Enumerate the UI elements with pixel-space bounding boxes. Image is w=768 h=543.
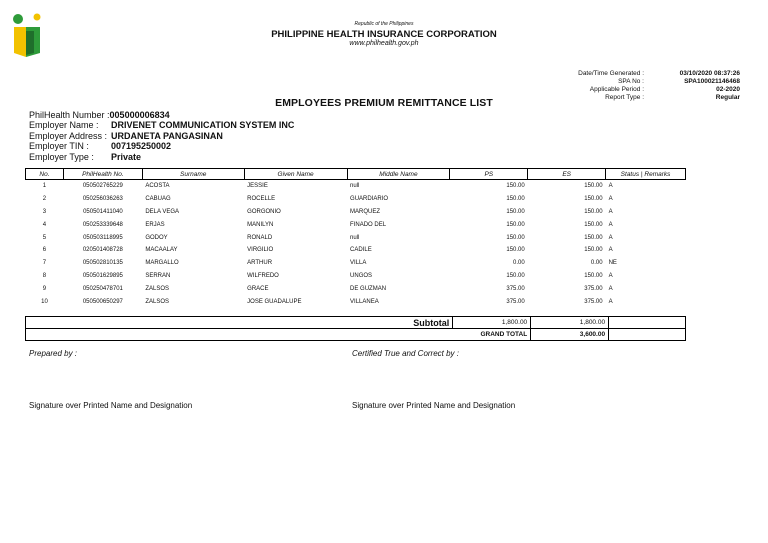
cell-es: 150.00	[584, 272, 603, 279]
employer-address-row	[29, 131, 294, 141]
cell-ps: 0.00	[513, 260, 525, 267]
cell-middle-name: MARQUEZ	[350, 208, 381, 215]
col-header-surname: Surname	[142, 169, 244, 180]
employer-type-value: Private	[111, 151, 142, 162]
col-header-es: ES	[528, 169, 606, 180]
meta-label-date: Date/Time Generated :	[578, 70, 644, 77]
table-row	[26, 180, 686, 193]
cell-surname: ZALSOS	[145, 298, 170, 305]
subtotal-label: Subtotal	[26, 317, 453, 329]
cell-ps: 375.00	[506, 285, 525, 292]
employer-address-label: Employer Address :	[29, 130, 108, 141]
cell-given-name: ROCELLE	[247, 196, 276, 203]
cell-es: 150.00	[584, 234, 603, 241]
cell-middle-name: FINADO DEL	[350, 221, 387, 228]
cell-surname: MARGALLO	[145, 260, 179, 267]
grand-total-label: GRAND TOTAL	[26, 329, 531, 341]
col-header-philhealth: PhilHealth No.	[63, 169, 142, 180]
cell-middle-name: DE GUZMAN	[350, 285, 387, 292]
table-row	[26, 257, 686, 270]
cell-no: 1	[42, 183, 47, 190]
cell-surname: DELA VEGA	[145, 208, 180, 215]
cell-ps: 150.00	[506, 247, 525, 254]
col-header-no: No.	[26, 169, 64, 180]
cell-philhealth: 050501411040	[83, 208, 123, 215]
cell-philhealth: 020501408728	[82, 247, 123, 254]
cell-no: 8	[42, 272, 47, 279]
table-row	[26, 270, 686, 283]
remittance-table	[25, 168, 686, 308]
cell-ps: 150.00	[506, 221, 525, 228]
col-header-ps: PS	[450, 169, 528, 180]
cell-middle-name: null	[350, 183, 360, 190]
meta-label-type: Report Type :	[605, 94, 644, 101]
cell-philhealth: 050250478701	[82, 285, 123, 292]
signature-line-right: Signature over Printed Name and Designation	[352, 401, 516, 410]
meta-value-period: 02-2020	[716, 86, 740, 93]
cell-no: 2	[42, 196, 47, 203]
employer-name-row	[29, 120, 294, 130]
cell-surname: CABUAG	[145, 196, 171, 203]
cell-philhealth: 050502810135	[82, 260, 123, 267]
cell-given-name: RONALD	[247, 234, 273, 241]
cell-philhealth: 050503118995	[83, 234, 123, 241]
cell-given-name: GORGONIO	[247, 208, 281, 215]
employer-type-row	[29, 152, 294, 162]
cell-es: 0.00	[590, 260, 603, 267]
organization-name: PHILIPPINE HEALTH INSURANCE CORPORATION	[271, 29, 497, 40]
meta-value-type: Regular	[715, 94, 740, 101]
cell-no: 9	[42, 285, 47, 292]
cell-philhealth: 050501629895	[82, 272, 123, 279]
cell-status: A	[608, 208, 613, 215]
employer-type-label: Employer Type :	[29, 151, 94, 162]
cell-status: A	[608, 221, 613, 228]
meta-value-date: 03/10/2020 08:37:26	[679, 70, 740, 77]
cell-no: 10	[41, 298, 48, 305]
meta-label-spa: SPA No :	[618, 78, 644, 85]
cell-philhealth: 050502765229	[82, 183, 123, 190]
table-row	[26, 244, 686, 257]
meta-label-period: Applicable Period :	[589, 86, 644, 93]
table-row	[26, 218, 686, 231]
subtotal-ps: 1,800.00	[453, 317, 531, 329]
philhealth-number-row	[29, 110, 294, 120]
cell-given-name: MANILYN	[247, 221, 274, 228]
cell-es: 375.00	[584, 298, 603, 305]
cell-status: A	[608, 298, 613, 305]
cell-surname: MACAALAY	[145, 247, 178, 254]
employer-tin-value: 007195250002	[111, 141, 172, 152]
cell-no: 5	[42, 234, 47, 241]
meta-value-spa: SPA100021146468	[684, 78, 740, 85]
subtotal-es: 1,800.00	[531, 317, 609, 329]
cell-philhealth: 050256036263	[82, 196, 123, 203]
table-row	[26, 193, 686, 206]
certified-by-label: Certified True and Correct by :	[352, 349, 460, 358]
cell-ps: 375.00	[506, 298, 525, 305]
table-row	[26, 282, 686, 295]
subtotal-status	[609, 317, 686, 329]
report-title: EMPLOYEES PREMIUM REMITTANCE LIST	[275, 97, 493, 109]
col-header-given-name: Given Name	[244, 169, 347, 180]
cell-given-name: ARTHUR	[247, 260, 273, 267]
cell-middle-name: VILLANEA	[350, 298, 379, 305]
employer-tin-label: Employer TIN :	[29, 141, 89, 152]
cell-es: 150.00	[584, 247, 603, 254]
cell-middle-name: CADILE	[350, 247, 372, 254]
cell-status: A	[608, 234, 613, 241]
cell-surname: ACOSTA	[145, 183, 170, 190]
employer-name-value: DRIVENET COMMUNICATION SYSTEM INC	[111, 120, 295, 131]
cell-given-name: JESSIE	[247, 183, 268, 190]
col-header-middle-name: Middle Name	[347, 169, 450, 180]
philhealth-number-label: PhilHealth Number :	[29, 110, 110, 120]
employer-tin-row	[29, 141, 294, 151]
cell-surname: GODOY	[145, 234, 168, 241]
cell-status: NE	[608, 260, 617, 267]
cell-ps: 150.00	[506, 196, 525, 203]
totals-table	[25, 316, 686, 341]
cell-no: 7	[42, 260, 47, 267]
cell-middle-name: null	[350, 234, 360, 241]
cell-surname: ZALSOS	[145, 285, 170, 292]
republic-label: Republic of the Philippines	[354, 21, 414, 27]
cell-surname: SERRAN	[145, 272, 171, 279]
cell-es: 375.00	[584, 285, 603, 292]
grand-total-row	[26, 329, 686, 341]
employer-info	[29, 110, 294, 162]
table-row	[26, 231, 686, 244]
cell-es: 150.00	[584, 183, 603, 190]
grand-total-status	[609, 329, 686, 341]
cell-status: A	[608, 285, 613, 292]
cell-ps: 150.00	[506, 183, 525, 190]
cell-status: A	[608, 272, 613, 279]
philhealth-number-value: 005000006834	[109, 110, 170, 120]
cell-es: 150.00	[584, 196, 603, 203]
cell-no: 4	[42, 221, 47, 228]
cell-surname: ERJAS	[145, 221, 165, 228]
cell-status: A	[608, 183, 613, 190]
col-header-status: Status | Remarks	[606, 169, 686, 180]
cell-es: 150.00	[584, 221, 603, 228]
cell-philhealth: 050500650297	[82, 298, 123, 305]
cell-status: A	[608, 196, 613, 203]
cell-ps: 150.00	[506, 272, 525, 279]
employer-name-label: Employer Name :	[29, 120, 99, 131]
cell-status: A	[608, 247, 613, 254]
cell-given-name: JOSE GUADALUPE	[247, 298, 302, 305]
cell-middle-name: UNGOS	[350, 272, 373, 279]
table-row	[26, 295, 686, 308]
cell-ps: 150.00	[506, 234, 525, 241]
cell-philhealth: 050253339648	[82, 221, 123, 228]
cell-given-name: VIRGILIO	[247, 247, 274, 254]
cell-no: 3	[42, 208, 47, 215]
cell-given-name: GRACE	[247, 285, 269, 292]
cell-middle-name: GUARDIARIO	[350, 196, 389, 203]
table-row	[26, 206, 686, 219]
grand-total-value: 3,600.00	[531, 329, 609, 341]
cell-ps: 150.00	[506, 208, 525, 215]
cell-es: 150.00	[584, 208, 603, 215]
subtotal-row	[26, 317, 686, 329]
cell-middle-name: VILLA	[350, 260, 367, 267]
signature-line-left: Signature over Printed Name and Designation	[29, 401, 193, 410]
prepared-by-label: Prepared by :	[29, 349, 78, 358]
website-link[interactable]: www.philhealth.gov.ph	[349, 40, 419, 47]
employer-address-value: URDANETA PANGASINAN	[111, 130, 223, 141]
cell-given-name: WILFREDO	[247, 272, 279, 279]
cell-no: 6	[42, 247, 47, 254]
table-header-row	[26, 169, 686, 180]
